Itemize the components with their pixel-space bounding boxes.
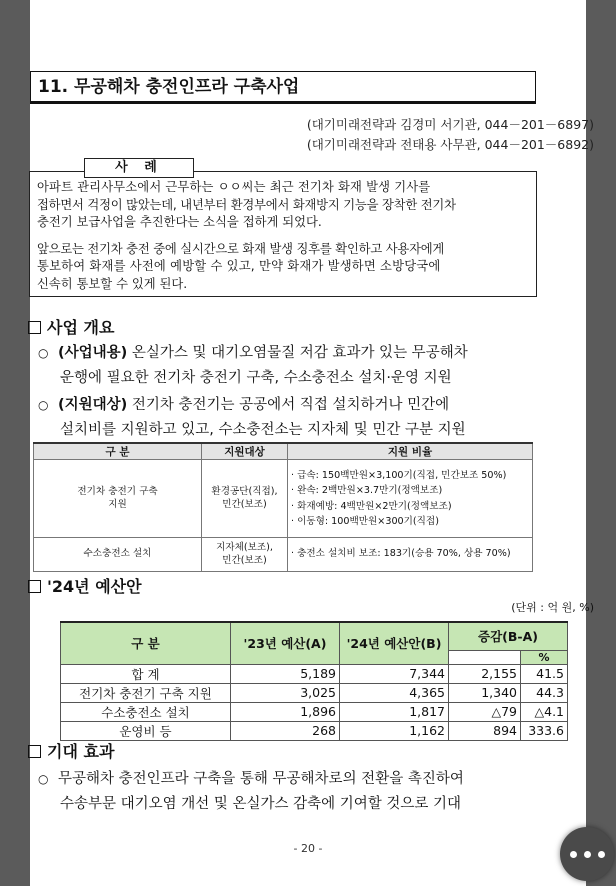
table-row: 합 계 5,189 7,344 2,155 41.5 xyxy=(61,664,568,683)
budget-header-pct: % xyxy=(521,650,568,664)
overview-item-target: ○ (지원대상) 전기차 충전기는 공공에서 직접 설치하거나 민간에 설치비를 지원하고 있고, 수소충전소는 지자체 및 민간 구분 지원 xyxy=(38,393,548,443)
overview-item-content: ○ (사업내용) 온실가스 및 대기오염물질 저감 효과가 있는 무공해차 운행에 필요한 전기차 충전기 구축, 수소충전소 설치·운영 지원 xyxy=(38,341,548,391)
page-number: - 20 - xyxy=(293,842,323,855)
budget-header-diff: 증감(B-A) xyxy=(449,622,568,650)
square-bullet-icon xyxy=(28,745,41,758)
circle-bullet-icon: ○ xyxy=(38,346,49,360)
square-bullet-icon xyxy=(28,321,41,334)
table-row xyxy=(34,460,533,538)
budget-header-2024: '24년 예산안(B) xyxy=(340,622,449,664)
square-bullet-icon xyxy=(28,580,41,593)
budget-heading: '24년 예산안 xyxy=(28,574,142,597)
budget-header-category: 구 분 xyxy=(61,622,231,664)
table-row xyxy=(34,538,533,572)
more-options-button[interactable] xyxy=(560,827,614,881)
table-row: 운영비 등 268 1,162 894 333.6 xyxy=(61,721,568,740)
overview-heading: 사업 개요 xyxy=(28,315,114,338)
case-label: 사 례 xyxy=(84,158,194,178)
circle-bullet-icon: ○ xyxy=(38,398,49,412)
budget-header-2023: '23년 예산(A) xyxy=(231,622,340,664)
circle-bullet-icon: ○ xyxy=(38,772,49,786)
table-row: 수소충전소 설치 1,896 1,817 △79 △4.1 xyxy=(61,702,568,721)
support-header-ratio: 지원 비율 xyxy=(288,443,533,460)
support-cell-category: 전기차 충전기 구축 지원 xyxy=(34,460,202,538)
support-header-category: 구 분 xyxy=(34,443,202,460)
support-cell-ratio: · 급속: 150백만원×3,100기(직접, 민간보조 50%) · 완속: 2백만원×3.7만기(정액보조) · 화재예방: 4백만원×2만기(정액보조) · 이동형: 100백만원×300기(직접) xyxy=(288,460,533,538)
case-paragraph-1: 아파트 관리사무소에서 근무하는 ㅇㅇ씨는 최근 전기차 화재 발생 기사를 접하면서 걱정이 많았는데, 내년부터 환경부에서 화재방지 기능을 장착한 전기차 충전기 보급사업을 추진한다는 소식을 접하게 되었다. xyxy=(37,180,456,229)
case-paragraph-2: 앞으로는 전기차 충전 중에 실시간으로 화재 발생 징후를 확인하고 사용자에게 통보하여 화재를 사전에 예방할 수 있고, 만약 화재가 발생하면 소방당국에 신속히 통보할 수 있게 된다. xyxy=(37,241,445,291)
section-title: 11. 무공해차 충전인프라 구축사업 xyxy=(30,71,536,104)
support-cell-target: 환경공단(직접), 민간(보조) xyxy=(202,460,288,538)
table-row: 전기차 충전기 구축 지원 3,025 4,365 1,340 44.3 xyxy=(61,683,568,702)
support-cell-category: 수소충전소 설치 xyxy=(34,538,202,572)
contact-line-2: (대기미래전략과 전태용 사무관, 044－201－6892) xyxy=(306,137,594,152)
support-cell-ratio: · 충전소 설치비 보조: 183기(승용 70%, 상용 70%) xyxy=(288,538,533,572)
case-box xyxy=(29,171,537,297)
support-table xyxy=(33,442,533,572)
effects-item: ○ 무공해차 충전인프라 구축을 통해 무공해차로의 전환을 촉진하여 수송부문 대기오염 개선 및 온실가스 감축에 기여할 것으로 기대 xyxy=(38,767,548,817)
effects-heading: 기대 효과 xyxy=(28,739,114,762)
support-header-target: 지원대상 xyxy=(202,443,288,460)
support-cell-target: 지자체(보조), 민간(보조) xyxy=(202,538,288,572)
more-horizontal-icon xyxy=(570,851,577,858)
contact-line-1: (대기미래전략과 김경미 서기관, 044－201－6897) xyxy=(306,117,594,132)
budget-unit: (단위 : 억 원, %) xyxy=(511,601,594,614)
budget-table xyxy=(60,621,568,741)
